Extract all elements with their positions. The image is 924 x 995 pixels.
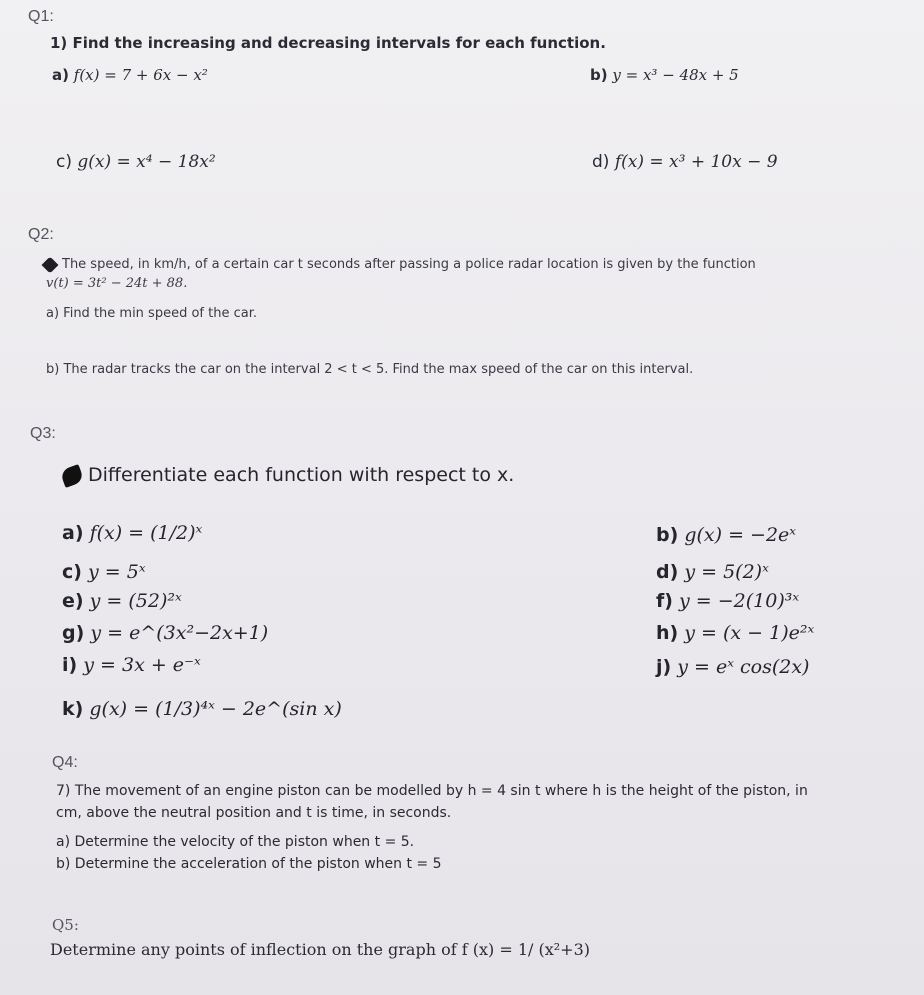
item-letter: b) bbox=[590, 66, 608, 84]
item-letter: k) bbox=[62, 698, 84, 720]
q5-text: Determine any points of inflection on the graph of f (x) = 1/ (x²+3) bbox=[50, 940, 590, 959]
item-letter: c) bbox=[56, 152, 72, 172]
bullet-icon bbox=[42, 256, 59, 273]
q4-line1: 7) The movement of an engine piston can be modelled by h = 4 sin t where h is the height of the piston, in bbox=[56, 783, 808, 799]
q1-item-c bbox=[56, 152, 216, 172]
q3-item-i bbox=[62, 654, 201, 676]
item-expr: y = −2(10)³ˣ bbox=[679, 590, 800, 612]
q4-part-b: b) Determine the acceleration of the piston when t = 5 bbox=[56, 856, 442, 872]
q3-item-g bbox=[62, 622, 268, 644]
q5-label: Q5: bbox=[52, 916, 79, 934]
item-letter: f) bbox=[656, 590, 673, 612]
item-expr: y = (x − 1)e²ˣ bbox=[684, 622, 815, 644]
item-expr: y = e^(3x²−2x+1) bbox=[90, 622, 269, 644]
item-expr: f(x) = 7 + 6x − x² bbox=[73, 66, 208, 84]
item-letter: c) bbox=[62, 561, 82, 583]
item-letter: e) bbox=[62, 590, 84, 612]
q3-heading bbox=[62, 464, 514, 486]
q3-heading-text: Differentiate each function with respect to x. bbox=[88, 464, 515, 486]
item-expr: f(x) = (1/2)ˣ bbox=[89, 522, 203, 544]
item-expr: y = x³ − 48x + 5 bbox=[612, 66, 739, 84]
q1-heading: 1) Find the increasing and decreasing intervals for each function. bbox=[50, 34, 606, 52]
item-letter: i) bbox=[62, 654, 78, 676]
q3-label: Q3: bbox=[30, 425, 56, 442]
q3-item-f bbox=[656, 590, 799, 612]
item-expr: y = eˣ cos(2x) bbox=[677, 656, 810, 678]
item-expr: y = 3x + e⁻ˣ bbox=[83, 654, 201, 676]
item-expr: y = 5ˣ bbox=[88, 561, 146, 583]
q3-item-c bbox=[62, 561, 146, 583]
q2-intro-line1 bbox=[44, 257, 756, 272]
q1-item-b bbox=[590, 66, 739, 84]
item-letter: a) bbox=[52, 66, 69, 84]
q4-label: Q4: bbox=[52, 754, 78, 771]
item-letter: a) bbox=[62, 522, 84, 544]
q3-item-k bbox=[62, 698, 342, 720]
q3-item-e bbox=[62, 590, 182, 612]
q1-item-a bbox=[52, 66, 208, 84]
item-letter: j) bbox=[656, 656, 672, 678]
item-expr: g(x) = (1/3)⁴ˣ − 2e^(sin x) bbox=[89, 698, 342, 720]
q3-item-d bbox=[656, 561, 769, 583]
q3-item-h bbox=[656, 622, 814, 644]
item-letter: d) bbox=[592, 152, 610, 172]
q4-line2: cm, above the neutral position and t is time, in seconds. bbox=[56, 805, 452, 821]
q2-intro-text: The speed, in km/h, of a certain car t seconds after passing a police radar location is given by the function bbox=[62, 257, 756, 272]
q1-label: Q1: bbox=[28, 8, 54, 25]
item-letter: d) bbox=[656, 561, 679, 583]
q2-part-a: a) Find the min speed of the car. bbox=[46, 306, 257, 321]
q4-part-a: a) Determine the velocity of the piston when t = 5. bbox=[56, 834, 415, 850]
q2-intro-line2: v(t) = 3t² − 24t + 88. bbox=[46, 276, 188, 291]
q1-item-d bbox=[592, 152, 778, 172]
item-expr: y = (52)²ˣ bbox=[89, 590, 182, 612]
item-expr: f(x) = x³ + 10x − 9 bbox=[614, 152, 778, 172]
q2-part-b: b) The radar tracks the car on the interval 2 < t < 5. Find the max speed of the car on this interval. bbox=[46, 362, 694, 377]
q3-item-a bbox=[62, 522, 202, 544]
item-expr: y = 5(2)ˣ bbox=[684, 561, 769, 583]
q3-item-j bbox=[656, 656, 809, 678]
item-letter: h) bbox=[656, 622, 679, 644]
item-expr: g(x) = −2eˣ bbox=[684, 524, 797, 546]
item-letter: b) bbox=[656, 524, 679, 546]
bullet-icon bbox=[60, 464, 85, 488]
item-expr: g(x) = x⁴ − 18x² bbox=[77, 152, 216, 172]
item-letter: g) bbox=[62, 622, 85, 644]
q3-item-b bbox=[656, 524, 796, 546]
q2-label: Q2: bbox=[28, 226, 54, 243]
